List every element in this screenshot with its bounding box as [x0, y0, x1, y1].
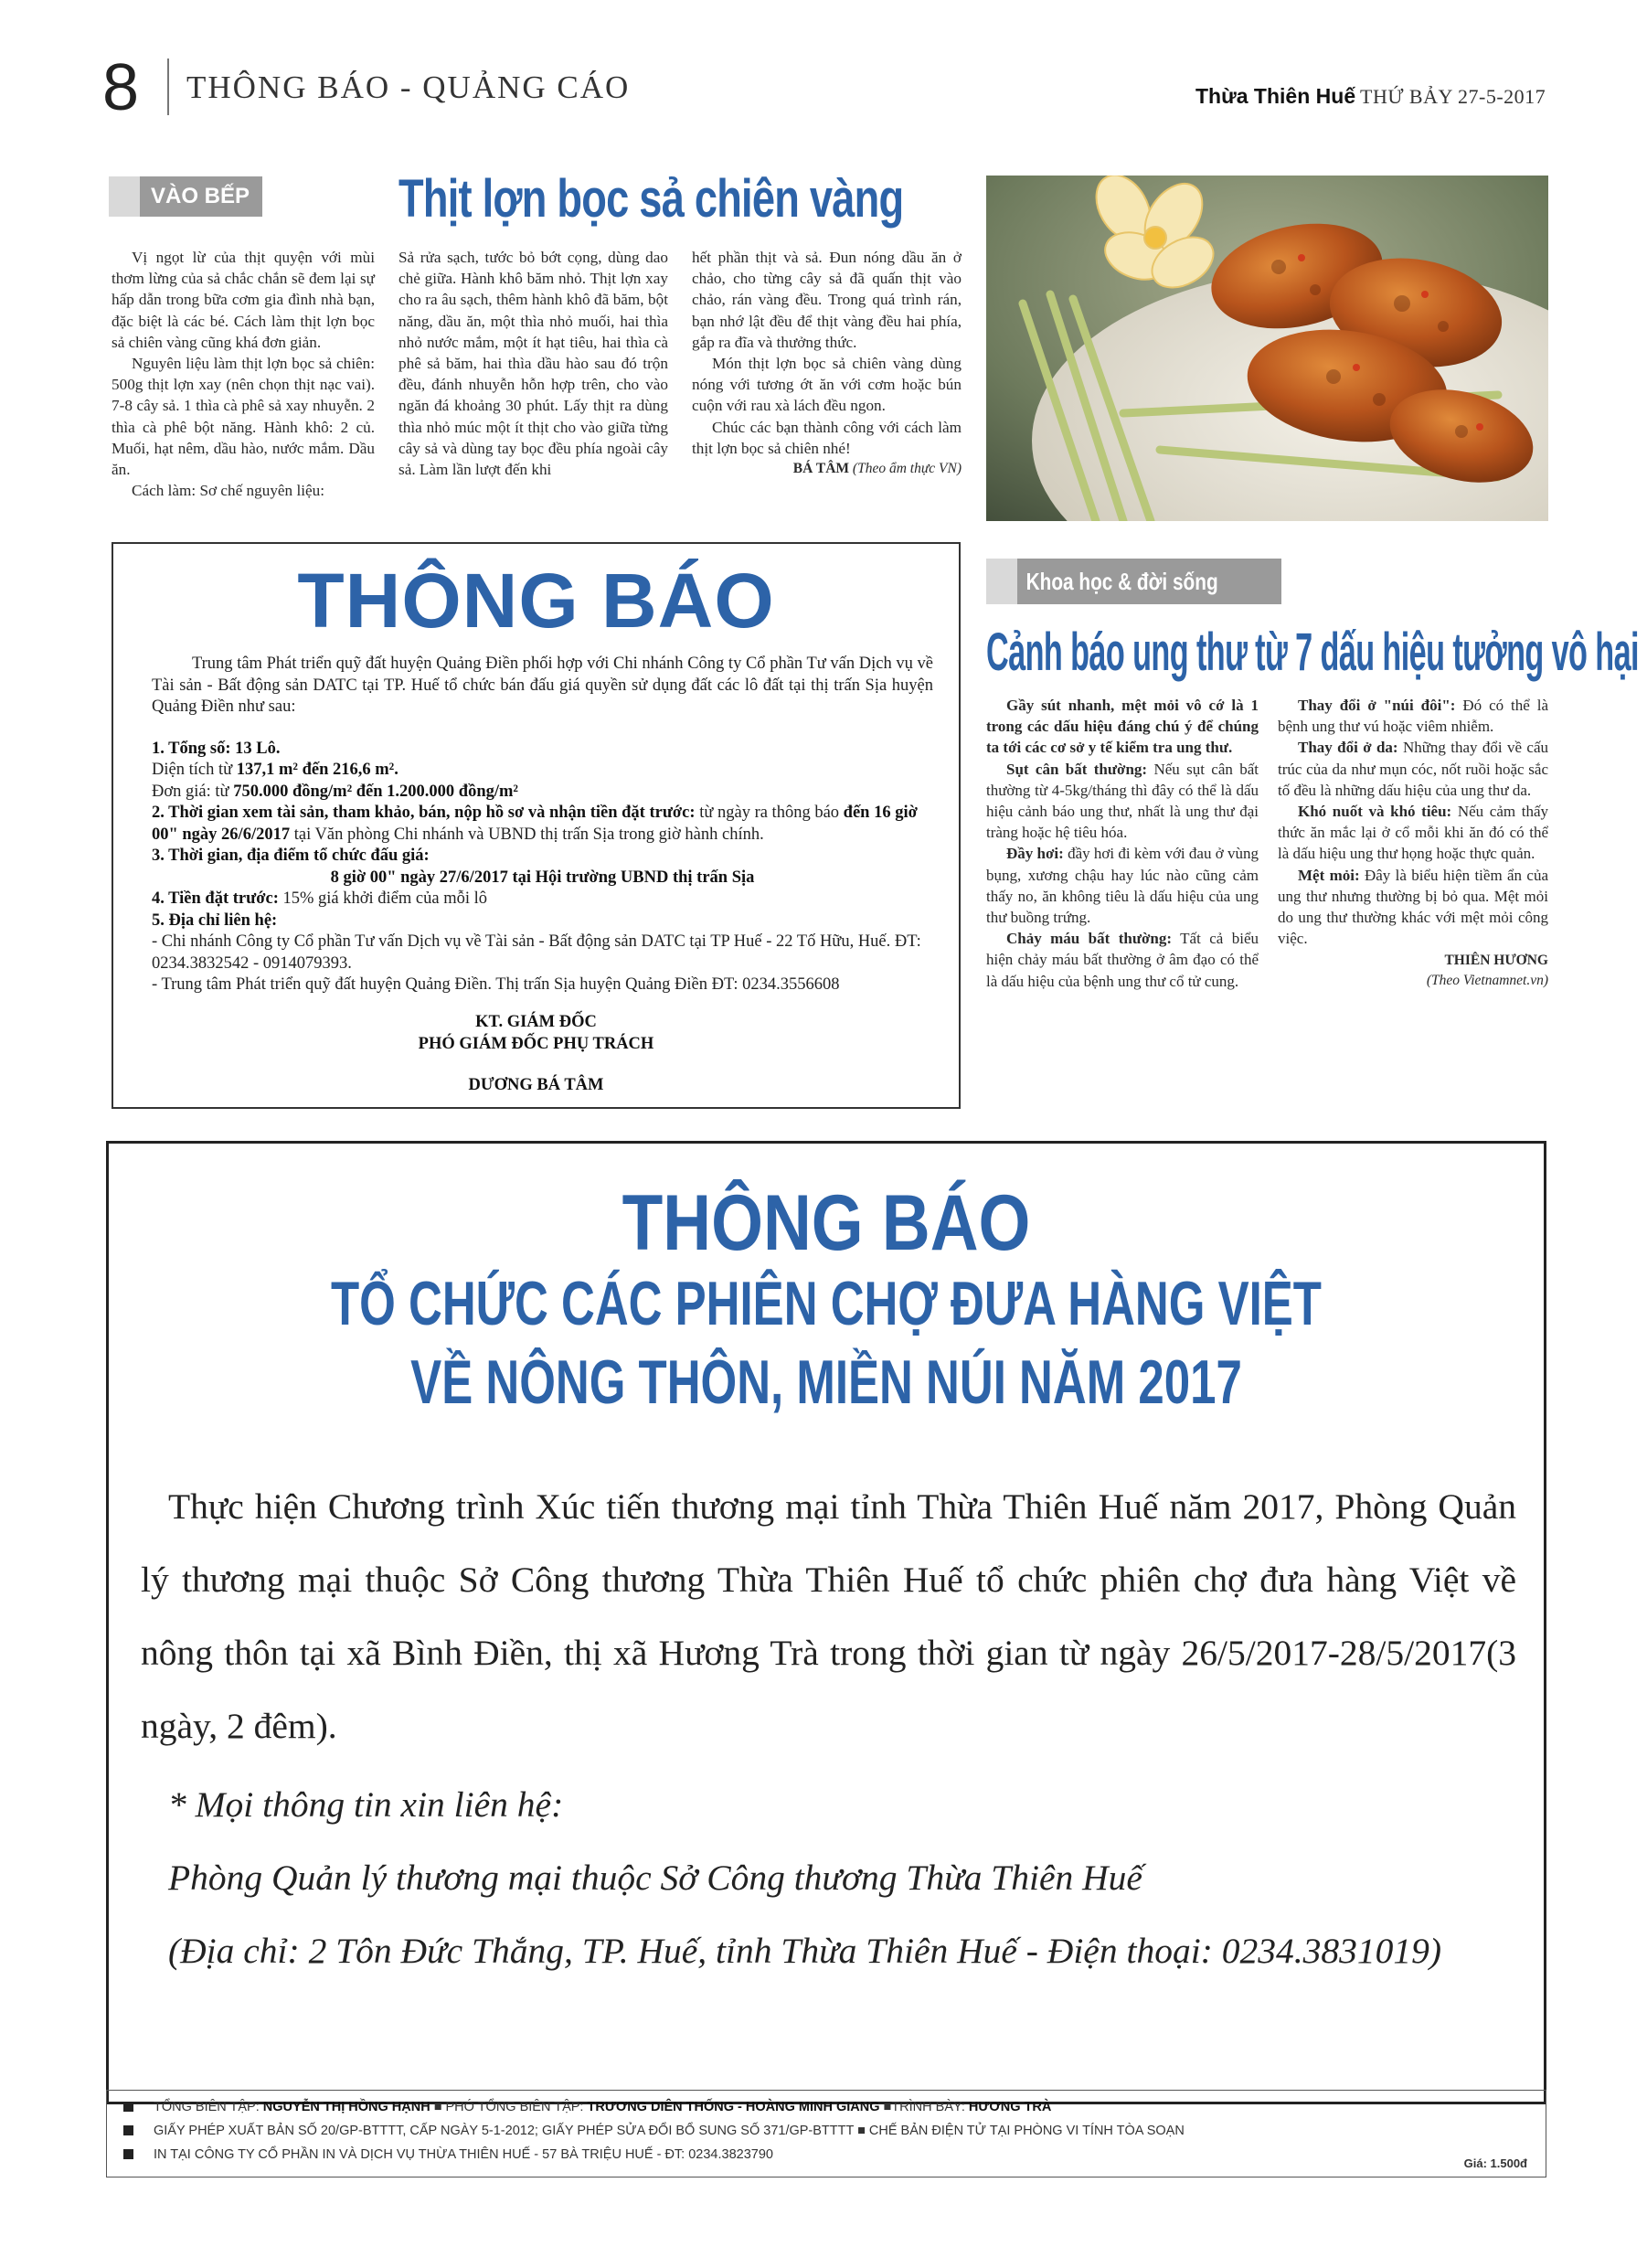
- item-total: 1. Tổng số: 13 Lô.: [152, 739, 281, 758]
- recipe-paragraph: Sả rửa sạch, tước bỏ bớt cọng, dùng dao chẻ giữa. Hành khô băm nhỏ. Thịt lợn xay cho ra âu sạch, thêm hành khô đã băm, bột năng, dầu ăn, một thìa nhỏ muối, hai thìa nhỏ nước mắm, một ít hạt tiêu, hai thìa cà phê sả băm, hai thìa dầu hào sau đó trộn đều, đánh nhuyễn hỗn hợp trên, cho vào ngăn đá khoảng 30 phút. Lấy thịt ra dùng thìa nhỏ múc một ít thịt cho vào giữa từng cây sả và dùng tay bọc đều phía ngoài cây sả. Làm lần lượt đến khi: [398, 249, 668, 479]
- health-byline: THIÊN HƯƠNG: [1444, 953, 1548, 969]
- imprint-line-2: GIẤY PHÉP XUẤT BẢN SỐ 20/GP-BTTTT, CẤP NGÀY 5-1-2012; GIẤY PHÉP SỬA ĐỔI BỔ SUNG SỐ 371/GP-BTTTT ■ CHẾ BẢN ĐIỆN TỬ TẠI PHÒNG VI TÍNH TÒA SOẠN: [123, 2124, 1185, 2138]
- health-source: (Theo Vietnamnet.vn): [1426, 973, 1548, 989]
- signer-name: DƯƠNG BÁ TÂM: [468, 1076, 604, 1094]
- market-notice: [106, 1141, 1546, 2104]
- area-value: 137,1 m² đến 216,6 m².: [236, 761, 398, 779]
- contact-address: (Địa chỉ: 2 Tôn Đức Thắng, TP. Huế, tỉnh Thừa Thiên Huế - Điện thoại: 0234.3831019): [168, 1931, 1441, 1971]
- notice-intro: Trung tâm Phát triển quỹ đất huyện Quảng Điền phối hợp với Chi nhánh Công ty Cổ phần Tư vấn Dịch vụ về Tài sản - Bất động sản DATC tại TP. Huế tổ chức bán đấu giá quyền sử dụng đất các lô đất tại thị trấn Sịa huyện Quảng Điền như sau:: [152, 655, 933, 716]
- market-notice-subtitle-2: VỀ NÔNG THÔN, MIỀN NÚI NĂM 2017: [410, 1347, 1242, 1417]
- imprint-footer: [106, 2090, 1546, 2177]
- market-notice-title: THÔNG BÁO: [622, 1179, 1031, 1267]
- health-paragraph: Đầy hơi: đầy hơi đi kèm với đau ở vùng bụng, xương chậu hay lúc nào cũng cảm thấy no, ăn không tiêu là dấu hiệu của ung thư buồng trứng.: [986, 845, 1259, 927]
- contact-line: - Trung tâm Phát triển quỹ đất huyện Quảng Điền. Thị trấn Sịa huyện Quảng Điền ĐT: 0234.3556608: [152, 975, 840, 994]
- recipe-paragraph: hết phần thịt và sả. Đun nóng dầu ăn ở chảo, cho từng cây sả đã quấn thịt vào chảo, rán vàng đều. Trong quá trình rán, bạn nhớ lật đều để thịt vàng đều hai phía, gắp ra đĩa và thưởng thức.: [692, 249, 962, 351]
- imprint-line-3: IN TẠI CÔNG TY CỔ PHẦN IN VÀ DỊCH VỤ THỪA THIÊN HUẾ - 57 BÀ TRIỆU HUẾ - ĐT: 0234.3823790: [123, 2147, 773, 2162]
- land-auction-notice: [112, 542, 961, 1109]
- recipe-paragraph: Cách làm: Sơ chế nguyên liệu:: [132, 482, 324, 500]
- contact-organization: Phòng Quản lý thương mại thuộc Sở Công thương Thừa Thiên Huế: [168, 1858, 1142, 1898]
- health-paragraph: Thay đổi ở da: Những thay đổi về cấu trúc của da như mụn cóc, nốt ruồi hoặc sắc tố đều là những dấu hiệu của ung thư da.: [1278, 739, 1548, 799]
- item-auction-value: 8 giờ 00" ngày 27/6/2017 tại Hội trường UBND thị trấn Sịa: [330, 868, 755, 887]
- recipe-column-3: [692, 247, 962, 479]
- health-paragraph: Sụt cân bất thường: Nếu sụt cân bất thường từ 4-5kg/tháng thì đây có thể là dấu hiệu cảnh báo ung thư, nhất là ung thư đại tràng hoặc hệ tiêu hóa.: [986, 760, 1259, 842]
- recipe-paragraph: Chúc các bạn thành công với cách làm thịt lợn bọc sả chiên nhé!: [692, 418, 962, 457]
- imprint-line-1: TỔNG BIÊN TẬP: NGUYỄN THỊ HỒNG HẠNH ■ PHÓ TỔNG BIÊN TẬP: TRƯƠNG DIÊN THỐNG - HOÀNG MINH GIANG ■TRÌNH BÀY: HƯƠNG TRÀ: [123, 2100, 1051, 2114]
- section-title: THÔNG BÁO - QUẢNG CÁO: [186, 69, 631, 105]
- kicker-bar: [986, 559, 1017, 604]
- recipe-paragraph: Món thịt lợn bọc sả chiên vàng dùng nóng với tương ớt ăn với cơm hoặc bún cuộn với rau xà lách đều ngon.: [692, 355, 962, 415]
- masthead: Thừa Thiên Huế: [1195, 84, 1356, 108]
- contact-intro: * Mọi thông tin xin liên hệ:: [168, 1784, 564, 1825]
- market-notice-subtitle-1: TỔ CHỨC CÁC PHIÊN CHỢ ĐƯA HÀNG VIỆT: [331, 1269, 1322, 1338]
- bullet-square: [123, 2125, 133, 2135]
- food-photo: [986, 176, 1548, 521]
- bullet-square: [123, 2102, 133, 2112]
- issue-date: THỨ BẢY 27-5-2017: [1360, 85, 1546, 108]
- health-paragraph: Mệt mỏi: Đây là biểu hiện tiềm ẩn của ung thư nhưng thường bị bỏ qua. Mệt mỏi do ung thư thường khác với mệt mỏi công việc.: [1278, 866, 1548, 948]
- recipe-headline: Thịt lợn bọc sả chiên vàng: [398, 169, 904, 229]
- contact-line: - Chi nhánh Công ty Cổ phần Tư vấn Dịch vụ về Tài sản - Bất động sản DATC tại TP Huế - 22 Tố Hữu, Huế. ĐT: 0234.3832542 - 0914079393.: [152, 932, 921, 973]
- health-column-1: [986, 695, 1259, 992]
- item-viewing-text: từ ngày ra thông báo: [699, 804, 840, 822]
- signature-position: PHÓ GIÁM ĐỐC PHỤ TRÁCH: [418, 1034, 654, 1053]
- health-paragraph: Thay đổi ở "núi đôi": Đó có thể là bệnh ung thư vú hoặc viêm nhiễm.: [1278, 697, 1549, 736]
- kicker-vao-bep: [109, 176, 262, 217]
- price-label: Giá: 1.500đ: [1463, 2156, 1527, 2170]
- item-deposit-value: 15% giá khởi điểm của mỗi lô: [282, 889, 488, 908]
- area-label: Diện tích từ: [152, 761, 233, 779]
- health-headline: Cảnh báo ung thư từ 7 dấu hiệu tưởng vô hại: [986, 623, 1639, 682]
- price-label: Đơn giá: từ: [152, 782, 229, 801]
- kicker-bar: [109, 176, 140, 217]
- recipe-byline: BÁ TÂM (Theo ẩm thực VN): [792, 461, 962, 477]
- recipe-column-1: [112, 247, 375, 501]
- signature-title: KT. GIÁM ĐỐC: [475, 1013, 597, 1031]
- item-auction-label: 3. Thời gian, địa điểm tổ chức đấu giá:: [152, 847, 430, 865]
- health-paragraph: Chảy máu bất thường: Tất cả biểu hiện chảy máu bất thường ở âm đạo có thể là dấu hiệu của bệnh ung thư cổ tử cung.: [986, 930, 1259, 990]
- item-viewing-label: 2. Thời gian xem tài sản, tham khảo, bán, nộp hồ sơ và nhận tiền đặt trước:: [152, 804, 696, 822]
- kicker-label: Khoa học & đời sống: [1025, 567, 1218, 595]
- notice-signature: [113, 1012, 959, 1097]
- price-value: 750.000 đồng/m² đến 1.200.000 đồng/m²: [233, 782, 518, 801]
- recipe-paragraph: Vị ngọt lừ của thịt quyện với mùi thơm lừng của sả chắc chắn sẽ đem lại sự hấp dẫn trong bữa cơm gia đình nhà bạn, đặc biệt là các bé. Cách làm thịt lợn bọc sả chiên vàng cũng khá đơn giản.: [112, 249, 375, 351]
- kicker-label: VÀO BẾP: [151, 184, 250, 208]
- health-lead: Gầy sút nhanh, mệt mỏi vô cớ là 1 trong các dấu hiệu đáng chú ý để chúng ta tới các cơ sở y tế kiểm tra ung thư.: [986, 697, 1259, 757]
- food-photo-illustration: [986, 176, 1548, 521]
- page-number: 8: [102, 51, 140, 124]
- notice-body: [152, 654, 933, 996]
- item-place: tại Văn phòng Chi nhánh và UBND thị trấn Sịa trong giờ hành chính.: [293, 825, 764, 844]
- health-paragraph: Khó nuốt và khó tiêu: Nếu cảm thấy thức ăn mắc lại ở cổ mỗi khi ăn đó có thể là dấu hiệu ung thư họng hoặc thực quản.: [1278, 803, 1549, 863]
- kicker-khoa-hoc: [986, 559, 1281, 604]
- recipe-column-2: [398, 247, 668, 480]
- market-notice-body: Thực hiện Chương trình Xúc tiến thương mại tỉnh Thừa Thiên Huế năm 2017, Phòng Quản lý thương mại thuộc Sở Công thương Thừa Thiên Huế tổ chức phiên chợ đưa hàng Việt về nông thôn tại xã Bình Điền, thị xã Hương Trà trong thời gian từ ngày 26/5/2017-28/5/2017(3 ngày, 2 đêm).: [141, 1486, 1516, 1746]
- item-deposit-label: 4. Tiền đặt trước:: [152, 889, 279, 908]
- notice-title: THÔNG BÁO: [297, 558, 775, 644]
- bullet-square: [123, 2149, 133, 2159]
- item-contact-label: 5. Địa chỉ liên hệ:: [152, 910, 278, 930]
- item-deadline: đến 16 giờ 00" ngày 26/6/2017: [152, 804, 918, 844]
- health-column-2: [1278, 695, 1548, 991]
- recipe-paragraph: Nguyên liệu làm thịt lợn bọc sả chiên: 500g thịt lợn xay (nên chọn thịt nạc vai). 7-8 cây sả. 1 thìa cà phê sả xay nhuyễn. 2 thìa cà phê bột năng. Hành khô: 2 củ. Muối, hạt nêm, dầu hào, nước mắm. Dầu ăn.: [112, 355, 375, 479]
- header-divider: [167, 59, 169, 115]
